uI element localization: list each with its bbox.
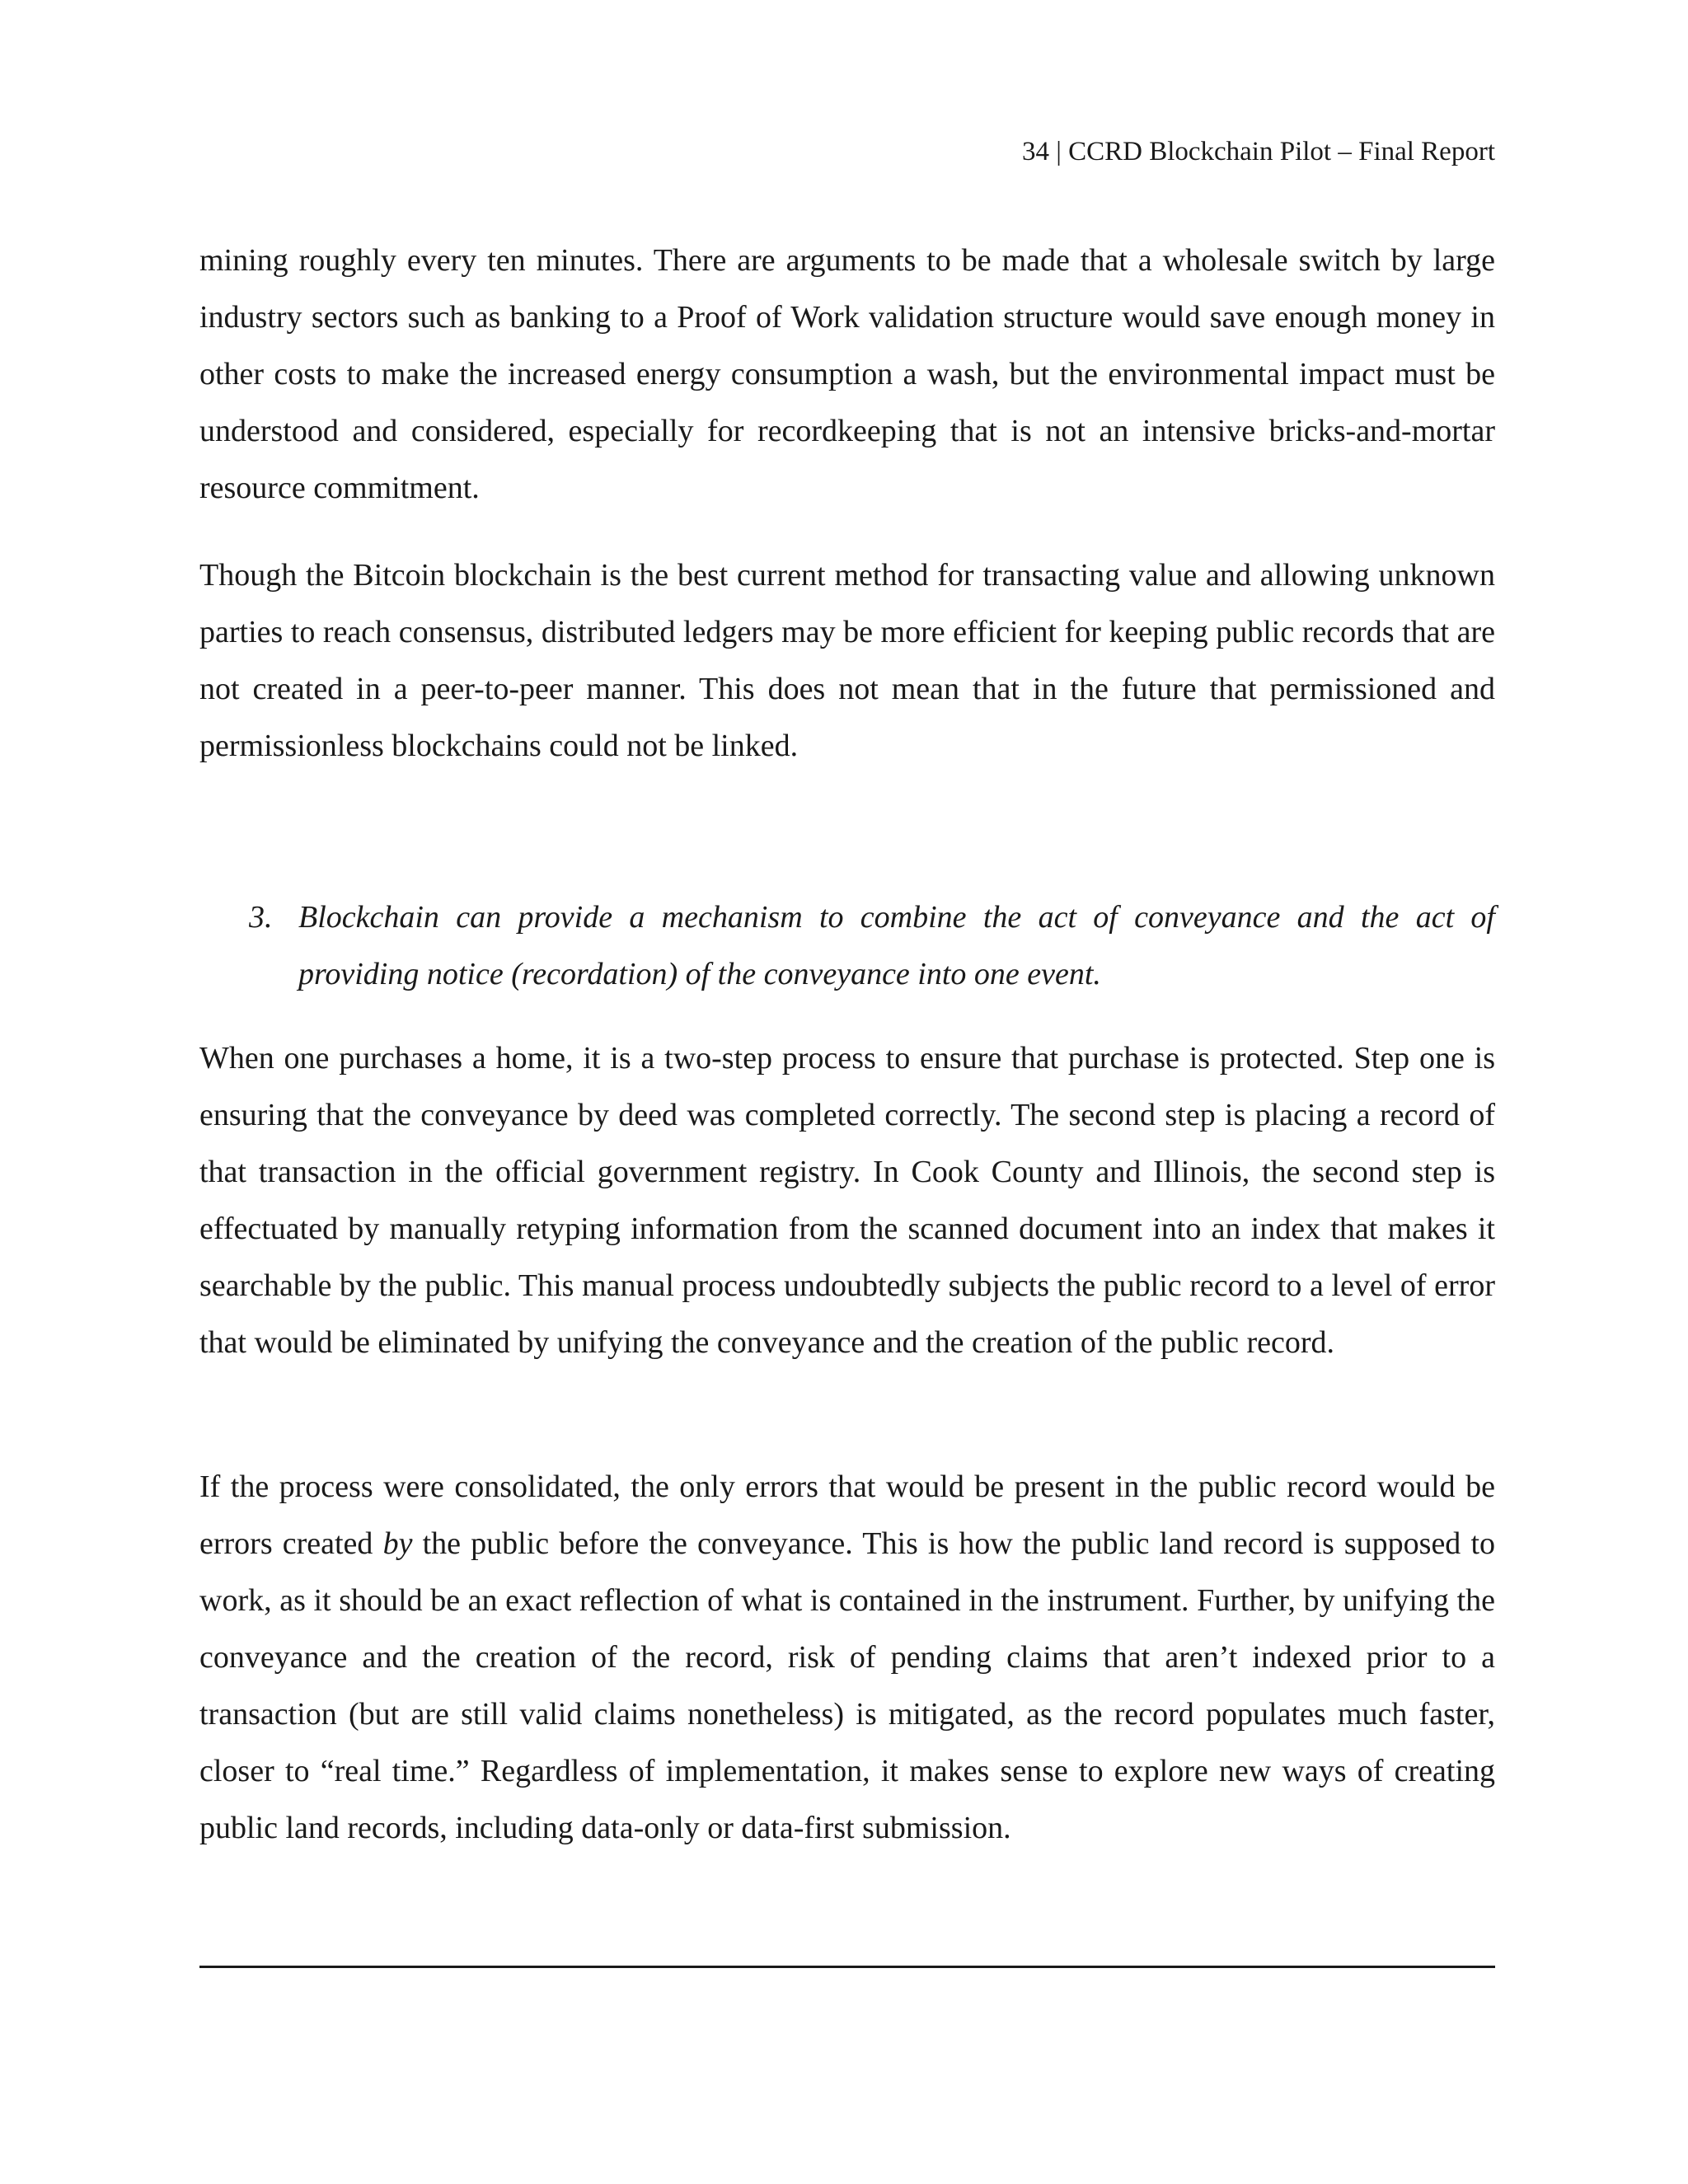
finding-heading-text: Blockchain can provide a mechanism to combine the act of conveyance and the act of providing notice (recordation) of the conveyance into one event.	[298, 900, 1495, 991]
emphasized-word: by	[382, 1526, 413, 1561]
paragraph-text-after-emphasis: the public before the conveyance. This is how the public land record is supposed to work, as it should be an exact reflection of what is contained in the instrument. Further, by unifying the conveyance and the creation of the record, risk of pending claims that aren’t indexed prior to a transaction (but are still valid claims nonetheless) is mitigated, as the record populates much faster, closer to “real time.” Regardless of implementation, it makes sense to explore new ways of creating public land records, including data-only or data-first submission.	[199, 1526, 1495, 1845]
paragraph-two-step-process: When one purchases a home, it is a two-step process to ensure that purchase is protected. Step one is ensuring that the conveyance by deed was completed correctly. The second step is placing a record of that transaction in the official government registry. In Cook County and Illinois, the second step is effectuated by manually retyping information from the scanned document into an index that makes it searchable by the public. This manual process undoubtedly subjects the public record to a level of error that would be eliminated by unifying the conveyance and the creation of the public record.	[199, 1041, 1495, 1360]
footnote-separator-rule	[199, 1966, 1495, 1968]
paragraph-consolidated-process	[199, 1459, 1495, 1857]
paragraph-text-before-emphasis: If the process were consolidated, the only errors that would be present in the public record would be errors created	[199, 1469, 1495, 1561]
numbered-finding-heading	[249, 889, 1495, 1003]
running-header: 34 | CCRD Blockchain Pilot – Final Report	[1021, 137, 1495, 166]
finding-number: 3.	[249, 900, 273, 935]
paragraph-distributed-ledgers: Though the Bitcoin blockchain is the best current method for transacting value and allowing unknown parties to reach consensus, distributed ledgers may be more efficient for keeping public records that are not created in a peer-to-peer manner. This does not mean that in the future that permissioned and permissionless blockchains could not be linked.	[199, 558, 1495, 763]
paragraph-energy-consumption: mining roughly every ten minutes. There are arguments to be made that a wholesale switch by large industry sectors such as banking to a Proof of Work validation structure would save enough money in other costs to make the increased energy consumption a wash, but the environmental impact must be understood and considered, especially for recordkeeping that is not an intensive bricks-and-mortar resource commitment.	[199, 243, 1495, 505]
